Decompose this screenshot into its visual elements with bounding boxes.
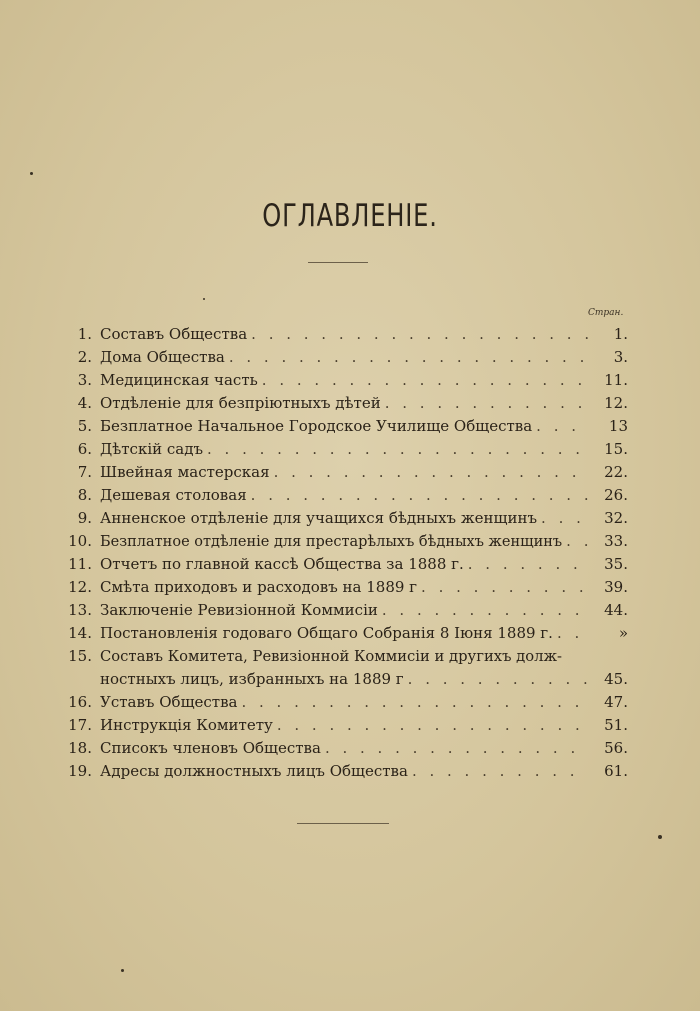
toc-entry — [48, 576, 628, 599]
toc-entry-page: 51. — [604, 716, 628, 734]
toc-entry-title: Составъ Комитета, Ревизіонной Коммисіи и другихъ долж- — [100, 647, 563, 665]
toc-entry-number: 5. — [77, 417, 92, 435]
toc-entry-number: 3. — [77, 371, 92, 389]
toc-entry-title-continued: ностныхъ лицъ, избранныхъ на 1889 г — [100, 670, 404, 688]
page-column-label: Стран. — [588, 308, 624, 318]
toc-entry-number: 15. — [68, 647, 92, 665]
toc-entry-number: 6. — [77, 440, 92, 458]
toc-entry-page: 35. — [604, 555, 628, 573]
toc-entry — [48, 645, 628, 691]
dot-leader — [557, 622, 588, 645]
toc-entry-title: Анненское отдѣленіе для учащихся бѣдныхъ женщинъ — [100, 509, 538, 527]
toc-entry-page: 1. — [613, 325, 628, 343]
toc-entry — [48, 622, 628, 645]
dot-leader — [274, 461, 588, 484]
toc-entry — [48, 599, 628, 622]
toc-entry — [48, 484, 628, 507]
toc-entry-title: Отдѣленіе для безпріютныхъ дѣтей — [100, 394, 381, 412]
toc-entry-title: Швейная мастерская — [100, 463, 270, 481]
toc-entry — [48, 714, 628, 737]
toc-entry-number: 2. — [77, 348, 92, 366]
dot-leader — [541, 507, 588, 530]
toc-entry-page: 56. — [604, 739, 628, 757]
toc-entry-page: 45. — [604, 670, 628, 688]
toc-entry-title: Смѣта приходовъ и расходовъ на 1889 г — [100, 578, 418, 596]
toc-entry-number: 9. — [77, 509, 92, 527]
dot-leader — [325, 737, 588, 760]
toc-entry — [48, 530, 628, 553]
dot-leader — [566, 530, 588, 553]
toc-entry-title: Отчетъ по главной кассѣ Общества за 1888 г. — [100, 555, 464, 573]
toc-entry — [48, 760, 628, 783]
toc-entry-number: 7. — [77, 463, 92, 481]
toc-entry — [48, 691, 628, 714]
dot-leader — [421, 576, 588, 599]
dot-leader — [412, 760, 588, 783]
toc-entry-title: Адресы должностныхъ лицъ Общества — [100, 762, 408, 780]
toc-entry-number: 11. — [68, 555, 92, 573]
dot-leader — [408, 668, 588, 691]
toc-entry-page: 22. — [604, 463, 628, 481]
dot-leader — [241, 691, 588, 714]
dot-leader — [277, 714, 588, 737]
toc-entry-number: 17. — [68, 716, 92, 734]
toc-entry-title: Дома Общества — [100, 348, 225, 366]
table-of-contents — [48, 323, 628, 783]
toc-entry-number: 13. — [68, 601, 92, 619]
toc-entry-title: Дешевая столовая — [100, 486, 247, 504]
toc-entry-number: 8. — [77, 486, 92, 504]
title-divider — [308, 262, 368, 263]
toc-entry-number: 1. — [77, 325, 92, 343]
page-title: ОГЛАВЛЕНІЕ. — [262, 198, 438, 234]
toc-entry-title: Заключеніе Ревизіонной Коммисіи — [100, 601, 378, 619]
toc-entry-number: 12. — [68, 578, 92, 596]
dot-leader — [229, 346, 588, 369]
toc-entry — [48, 369, 628, 392]
toc-entry-page: 39. — [604, 578, 628, 596]
dot-leader — [468, 553, 588, 576]
toc-entry-page: 11. — [604, 371, 628, 389]
dot-leader — [251, 323, 588, 346]
toc-entry-title: Списокъ членовъ Общества — [100, 739, 321, 757]
toc-entry-page: 12. — [604, 394, 628, 412]
toc-entry — [48, 392, 628, 415]
toc-entry-title: Дѣтскій садъ — [100, 440, 204, 458]
toc-entry-title: Составъ Общества — [100, 325, 248, 343]
dot-leader — [536, 415, 588, 438]
paper-speck — [30, 172, 33, 175]
toc-entry-number: 16. — [68, 693, 92, 711]
end-divider — [297, 823, 389, 824]
toc-entry — [48, 323, 628, 346]
toc-entry-page: » — [618, 624, 628, 642]
toc-entry — [48, 553, 628, 576]
toc-entry-title: Безплатное отдѣленіе для престарѣлыхъ бѣдныхъ женщинъ — [100, 532, 563, 550]
toc-entry — [48, 415, 628, 438]
toc-entry — [48, 737, 628, 760]
paper-speck — [121, 969, 124, 972]
toc-entry-page: 26. — [604, 486, 628, 504]
dot-leader — [251, 484, 588, 507]
toc-entry-page: 15. — [604, 440, 628, 458]
toc-entry-number: 10. — [68, 532, 92, 550]
toc-entry-title: Безплатное Начальное Городское Училище Общества — [100, 417, 533, 435]
toc-entry-page: 3. — [613, 348, 628, 366]
toc-entry — [48, 507, 628, 530]
toc-entry-number: 18. — [68, 739, 92, 757]
dot-leader — [207, 438, 588, 461]
paper-speck — [658, 835, 662, 839]
toc-entry-title: Медицинская часть — [100, 371, 258, 389]
dot-leader — [385, 392, 588, 415]
toc-entry — [48, 346, 628, 369]
toc-entry-number: 14. — [68, 624, 92, 642]
toc-entry-page: 13 — [608, 417, 628, 435]
toc-entry — [48, 461, 628, 484]
dot-leader — [382, 599, 588, 622]
toc-entry-title: Постановленія годоваго Общаго Собранія 8 Іюня 1889 г. — [100, 624, 553, 642]
toc-entry-page: 44. — [604, 601, 628, 619]
toc-entry-number: 4. — [77, 394, 92, 412]
toc-entry-page: 32. — [604, 509, 628, 527]
toc-entry-title: Уставъ Общества — [100, 693, 238, 711]
paper-speck — [203, 298, 205, 300]
toc-entry-page: 61. — [604, 762, 628, 780]
toc-entry-number: 19. — [68, 762, 92, 780]
dot-leader — [262, 369, 588, 392]
toc-entry-page: 33. — [604, 532, 628, 550]
toc-entry-title: Инструкція Комитету — [100, 716, 273, 734]
toc-entry — [48, 438, 628, 461]
toc-entry-page: 47. — [604, 693, 628, 711]
